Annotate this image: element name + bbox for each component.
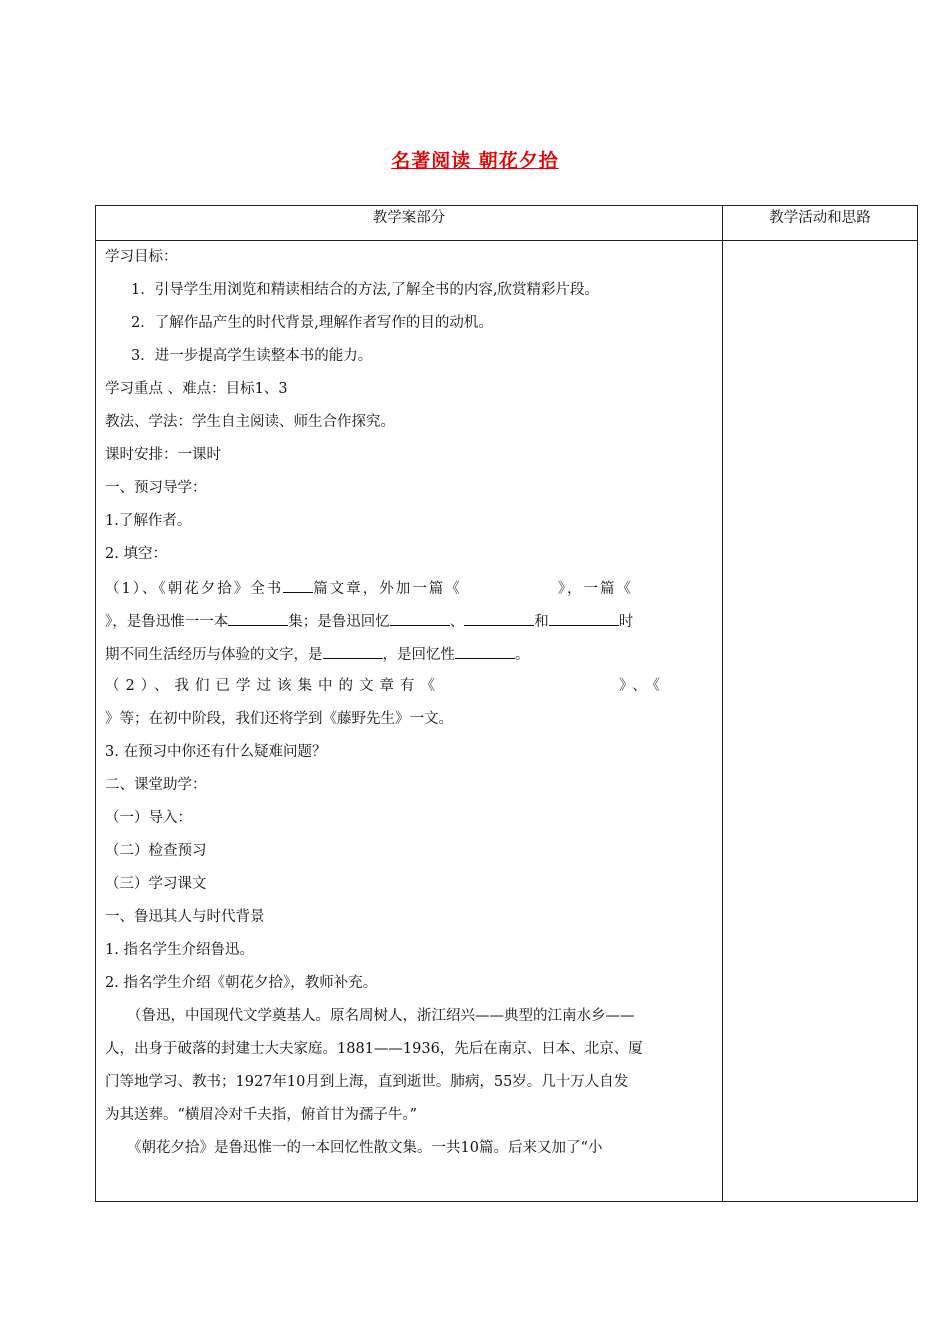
fill-text: 篇文章，外加一篇《 [313,581,462,597]
teaching-methods: 教法、学法：学生自主阅读、师生合作探究。 [105,414,395,430]
document-title: 名著阅读 朝花夕拾 [391,150,559,172]
header-lesson-plan: 教学案部分 [96,206,723,241]
fill-text: （2）、我们已学过该集中的文章有《 [105,678,441,694]
fill-text: （1）、《朝花夕拾》全书 [105,581,284,597]
learning-goals-heading: 学习目标： [105,249,178,265]
bio-paragraph-line-1: （鲁迅，中国现代文学奠基人。原名周树人，浙江绍兴——典型的江南水乡—— [127,1008,635,1024]
blank-field[interactable] [228,610,288,626]
fill-text: 。 [515,647,530,663]
lesson-plan-table [95,205,918,1202]
fill-text: 和 [534,614,549,630]
fill-text: 期不同生活经历与体验的文字，是 [105,647,323,663]
class-help-heading: 二、课堂助学： [105,777,207,793]
blank-field[interactable] [455,643,515,659]
background-item-2: 2. 指名学生介绍《朝花夕拾》，教师补充。 [105,975,378,991]
preview-heading: 一、预习导学： [105,480,207,496]
blank-field[interactable] [464,610,534,626]
table-body-row [96,241,918,1202]
section-check-preview: （二）检查预习 [105,843,207,859]
lesson-content-cell [96,241,723,1202]
preview-item-2: 2. 填空： [105,546,167,562]
lu-xun-background-heading: 一、鲁迅其人与时代背景 [105,909,265,925]
fill-blank-line-2 [105,610,714,643]
blank-field[interactable] [390,610,450,626]
fill-blank-line-5: 》等；在初中阶段，我们还将学到《藤野先生》一文。 [105,711,453,727]
lesson-content [96,241,722,1171]
bio-paragraph-line-3: 门等地学习、教书；1927年10月到上海，直到逝世。肺病，55岁。几十万人自发 [105,1074,629,1090]
class-schedule: 课时安排：一课时 [105,447,221,463]
fill-blank-line-1 [105,577,714,610]
fill-blank-line-3 [105,643,714,676]
goal-3: 3．进一步提高学生读整本书的能力。 [131,348,373,364]
blank-field[interactable] [283,577,313,593]
fill-text: 》、《 [618,678,666,694]
bio-paragraph-line-4: 为其送葬。“横眉冷对千夫指，俯首甘为孺子牛。” [105,1107,418,1123]
blank-field[interactable] [323,643,383,659]
key-points: 学习重点 、难点：目标1、3 [105,381,288,397]
teaching-activities-cell [723,241,918,1202]
fill-text: ，是回忆性 [382,647,455,663]
section-intro: （一）导入： [105,810,192,826]
preview-item-1: 1.了解作者。 [105,513,192,529]
fill-text: 》，是鲁迅惟一一本 [105,614,229,630]
bio-paragraph-line-2: 人，出身于破落的封建士大夫家庭。1881——1936，先后在南京、日本、北京、厦 [105,1041,643,1057]
fill-text: 》，一篇《 [557,581,633,597]
goal-2: 2．了解作品产生的时代背景,理解作者写作的目的动机。 [131,315,493,331]
preview-item-3: 3. 在预习中你还有什么疑难问题？ [105,744,327,760]
blank-field[interactable] [549,610,619,626]
goal-1: 1．引导学生用浏览和精读相结合的方法,了解全书的内容,欣赏精彩片段。 [131,282,599,298]
fill-text: 时 [618,614,634,630]
fill-text: 、 [449,614,465,630]
table-header-row [96,206,918,241]
fill-text: 集；是鲁迅回忆 [288,614,390,630]
section-study-text: （三）学习课文 [105,876,207,892]
background-item-1: 1. 指名学生介绍鲁迅。 [105,942,254,958]
fill-blank-line-4 [105,676,714,709]
book-intro-line: 《朝花夕拾》是鲁迅惟一的一本回忆性散文集。一共10篇。后来又加了“小 [127,1140,603,1156]
header-teaching-activities: 教学活动和思路 [723,206,918,241]
